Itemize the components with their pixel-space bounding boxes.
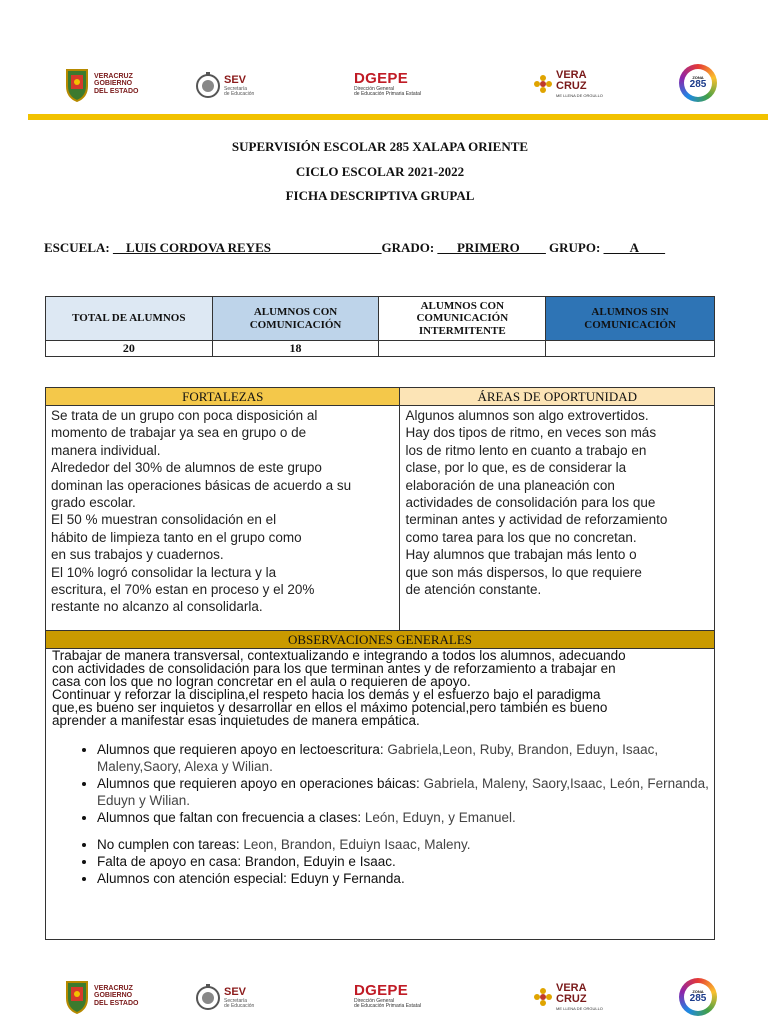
sev-logo-name: SEV (224, 985, 247, 998)
stats-header-total: TOTAL DE ALUMNOS (46, 297, 213, 341)
grupo-value: ____A____ (603, 240, 665, 255)
grado-value: ___PRIMERO____ (437, 240, 546, 255)
sev-logo-sub: Secretaría (224, 85, 248, 92)
stats-value-con-comunicacion: 18 (212, 341, 379, 357)
header-gold-bar (28, 114, 768, 120)
observaciones-list-1 (46, 741, 714, 826)
veracruz-logo-line: DEL ESTADO (94, 999, 139, 1007)
dgepe-logo-footer (354, 983, 421, 1009)
veracruz-shield-icon (64, 66, 90, 102)
fortalezas-text (46, 406, 399, 616)
fortalezas-line: escritura, el 70% estan en proceso y el 20% (51, 582, 315, 598)
sev-logo-name: SEV (224, 73, 247, 86)
ficha-title: FICHA DESCRIPTIVA GRUPAL (285, 188, 475, 203)
areas-line: Hay alumnos que trabajan más lento o (405, 547, 637, 563)
fortalezas-line: El 10% logró consolidar la lectura y la (51, 564, 277, 580)
vera-cruz-slogan: ME LLENA DE ORGULLO (556, 93, 603, 98)
fortalezas-line: Se trata de un grupo con poca disposición al (51, 408, 318, 423)
veracruz-gobierno-logo-footer (64, 978, 138, 1014)
sev-seal-icon (196, 982, 220, 1014)
bullet-label: No cumplen con tareas: (97, 837, 244, 852)
dgepe-logo-sub: Dirección General (354, 85, 395, 92)
list-item (97, 853, 714, 870)
grado-label: GRADO: (381, 240, 435, 255)
observaciones-line: casa con los que no logran concretar en el aula o requieren de apoyo. (52, 674, 471, 689)
bullet-names: Brandon, Eduyin e Isaac. (244, 854, 396, 869)
areas-line: que son más dispersos, lo que requiere (405, 564, 642, 580)
bullet-names: Gabriela, Maleny, Saory,Isaac, León, Fernanda, Eduyn y Wilian. (97, 776, 709, 808)
veracruz-logo-line: DEL ESTADO (94, 87, 139, 95)
observaciones-cell (46, 649, 715, 940)
veracruz-logo-line: VERACRUZ (94, 984, 133, 992)
stats-header-con-comunicacion: ALUMNOS CON COMUNICACIÓN (212, 297, 379, 341)
descriptive-table (45, 387, 715, 940)
supervision-title: SUPERVISIÓN ESCOLAR 285 XALAPA ORIENTE (231, 139, 529, 154)
areas-line: actividades de consolidación para los que (405, 495, 656, 511)
ciclo-escolar-title: CICLO ESCOLAR 2021-2022 (295, 164, 465, 179)
fortalezas-line: grado escolar. (51, 495, 136, 511)
dgepe-logo-name: DGEPE (354, 70, 409, 87)
fortalezas-line: momento de trabajar ya sea en grupo o de (51, 425, 307, 441)
zona-number: 285 (689, 993, 707, 1004)
bullet-label: Alumnos que requieren apoyo en lectoescritura: (97, 742, 388, 757)
list-item (97, 809, 714, 826)
bullet-names: Gabriela,Leon, Ruby, Brandon, Eduyn, Isaac, Maleny,Saory, Alexa y Wilian. (97, 742, 659, 774)
bullet-names: Eduyn y Fernanda. (290, 871, 405, 886)
areas-oportunidad-header: ÁREAS DE OPORTUNIDAD (400, 388, 715, 406)
areas-line: Algunos alumnos son algo extrovertidos. (405, 408, 649, 423)
areas-line: de atención constante. (405, 582, 542, 598)
vera-cruz-logo-name: CRUZ (556, 993, 587, 1005)
vera-cruz-flower-icon (533, 74, 553, 94)
sev-logo-footer (196, 982, 254, 1014)
observaciones-header: OBSERVACIONES GENERALES (46, 631, 715, 649)
bullet-names: Leon, Brandon, Eduiyn Isaac, Maleny. (243, 837, 471, 852)
fortalezas-line: restante no alcanzo al consolidarla. (51, 599, 263, 615)
vera-cruz-slogan: ME LLENA DE ORGULLO (556, 1006, 603, 1011)
grupo-label: GRUPO: (549, 240, 601, 255)
areas-line: elaboración de una planeación con (405, 477, 615, 493)
fortalezas-line: El 50 % muestran consolidación en el (51, 512, 277, 528)
zona-number: 285 (689, 79, 707, 90)
veracruz-logo-line: GOBIERNO (94, 80, 133, 88)
veracruz-shield-icon (64, 978, 90, 1014)
observaciones-line: con actividades de consolidación para los que terminan antes y de reforzamiento a trabajar en (52, 661, 616, 676)
sev-seal-icon (196, 70, 220, 102)
dgepe-logo (354, 71, 421, 97)
observaciones-list-2 (46, 836, 714, 887)
zona-label: ZONA (692, 989, 704, 994)
bullet-names: León, Eduyn, y Emanuel. (364, 810, 516, 825)
stats-value-total: 20 (46, 341, 213, 357)
fortalezas-cell (46, 406, 400, 631)
observaciones-line: aprender a manifestar esas inquietudes de manera empática. (52, 713, 420, 728)
veracruz-logo-line: GOBIERNO (94, 992, 133, 1000)
school-info-line (44, 240, 665, 256)
list-item (97, 741, 714, 775)
vera-cruz-logo (533, 70, 603, 98)
stats-header-sin-comunicacion: ALUMNOS SIN COMUNICACIÓN (546, 297, 715, 341)
bullet-label: Alumnos con atención especial: (97, 871, 291, 886)
escuela-value: __LUIS CORDOVA REYES_________________ (113, 240, 382, 255)
bullet-label: Falta de apoyo en casa: (97, 854, 245, 869)
fortalezas-line: dominan las operaciones básicas de acuerdo a su (51, 477, 352, 493)
sev-logo (196, 70, 254, 102)
dgepe-logo-sub: Dirección General (354, 997, 395, 1004)
vera-cruz-logo-footer (533, 983, 603, 1011)
stats-value-intermitente (379, 341, 546, 357)
zona-285-logo (679, 64, 717, 102)
sev-logo-sub: de Educación (224, 1002, 255, 1009)
fortalezas-line: en sus trabajos y cuadernos. (51, 547, 224, 563)
dgepe-logo-sub: de Educación Primaria Estatal (354, 1003, 421, 1009)
student-stats-table (45, 296, 715, 357)
dgepe-logo-sub: de Educación Primaria Estatal (354, 91, 421, 97)
areas-line: los de ritmo lento en cuanto a trabajo en (405, 442, 647, 458)
vera-cruz-logo-name: VERA (556, 982, 587, 994)
stats-header-intermitente: ALUMNOS CON COMUNICACIÓN INTERMITENTE (379, 297, 546, 341)
list-item (97, 775, 714, 809)
fortalezas-line: Alrededor del 30% de alumnos de este grupo (51, 460, 322, 476)
areas-oportunidad-text (400, 406, 714, 598)
fortalezas-line: hábito de limpieza tanto en el grupo como (51, 529, 302, 545)
veracruz-gobierno-logo (64, 66, 138, 102)
bullet-label: Alumnos que faltan con frecuencia a clases: (97, 810, 365, 825)
fortalezas-header: FORTALEZAS (46, 388, 400, 406)
areas-line: como tarea para los que no concretan. (405, 529, 637, 545)
areas-line: terminan antes y actividad de reforzamiento (405, 512, 668, 528)
observaciones-paragraph (46, 649, 714, 727)
vera-cruz-logo-name: CRUZ (556, 80, 587, 92)
sev-logo-sub: Secretaría (224, 997, 248, 1004)
escuela-label: ESCUELA: (44, 240, 110, 255)
dgepe-logo-name: DGEPE (354, 982, 409, 999)
areas-oportunidad-cell (400, 406, 715, 631)
veracruz-logo-line: VERACRUZ (94, 72, 133, 80)
vera-cruz-flower-icon (533, 987, 553, 1007)
list-item (97, 870, 714, 887)
areas-line: clase, por lo que, es de considerar la (405, 460, 627, 476)
zona-285-logo-footer (679, 978, 717, 1016)
zona-label: ZONA (692, 75, 704, 80)
sev-logo-sub: de Educación (224, 90, 255, 97)
observaciones-line: Trabajar de manera transversal, contextualizando e integrando a todos los alumnos, adecuando (52, 648, 626, 663)
stats-value-sin-comunicacion (546, 341, 715, 357)
areas-line: Hay dos tipos de ritmo, en veces son más (405, 425, 657, 441)
list-item (97, 836, 714, 853)
vera-cruz-logo-name: VERA (556, 69, 587, 81)
observaciones-line: que,es bueno ser inquietos y desarrollar en ellos el máximo potencial,pero también es bueno (52, 700, 608, 715)
observaciones-line: Continuar y reforzar la disciplina,el respeto hacia los demás y el esfuerzo bajo el paradigma (52, 687, 601, 702)
fortalezas-line: manera individual. (51, 442, 161, 458)
bullet-label: Alumnos que requieren apoyo en operaciones báicas: (97, 776, 424, 791)
